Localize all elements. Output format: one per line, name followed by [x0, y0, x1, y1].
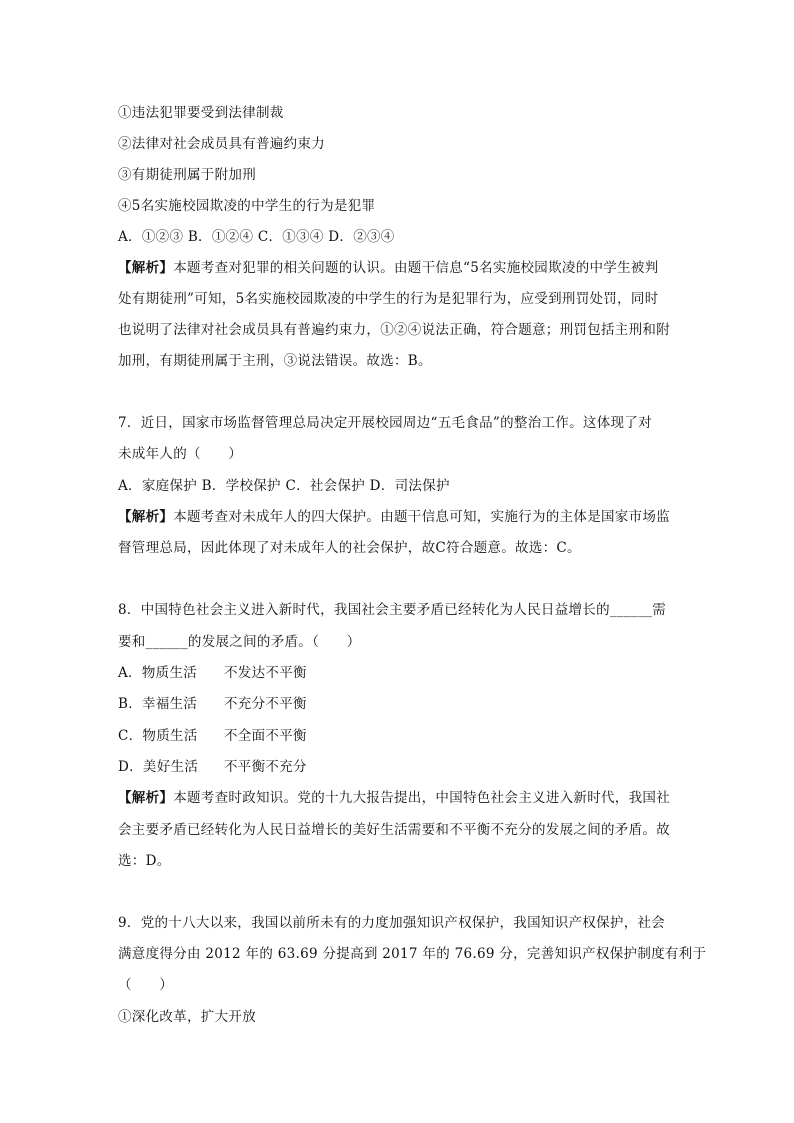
q7-analysis-line-1 [118, 507, 670, 527]
q6-item-4: ④5名实施校园欺凌的中学生的行为是犯罪 [118, 198, 376, 214]
q8-analysis-line-2: 会主要矛盾已经转化为人民日益增长的美好生活需要和不平衡不充分的发展之间的矛盾。故 [118, 822, 670, 838]
q9-item-1: ①深化改革，扩大开放 [118, 1009, 256, 1025]
option-value: 不平衡不充分 [224, 759, 307, 775]
q8-option-d [118, 757, 307, 777]
analysis-label: 【解析】 [118, 260, 174, 276]
q6-analysis-line-1 [118, 258, 659, 278]
analysis-text: 本题考查对未成年人的四大保护。由题干信息可知，实施行为的主体是国家市场监 [173, 509, 671, 525]
q7-stem-line-1: 7．近日，国家市场监督管理总局决定开展校园周边“五毛食品”的整治工作。这体现了对 [118, 415, 652, 431]
q8-option-b [118, 694, 307, 714]
option-value: 不充分不平衡 [224, 696, 307, 712]
option-label: C．物质生活 [118, 728, 198, 744]
analysis-text: 本题考查时政知识。党的十九大报告提出，中国特色社会主义进入新时代，我国社 [173, 790, 671, 806]
q6-options: A．①②③ B．①②④ C．①③④ D．②③④ [118, 229, 395, 245]
q9-stem-line-1: 9．党的十八大以来，我国以前所未有的力度加强知识产权保护，我国知识产权保护，社会 [118, 915, 666, 931]
q7-options: A．家庭保护 B．学校保护 C．社会保护 D．司法保护 [118, 478, 450, 494]
analysis-label: 【解析】 [118, 790, 174, 806]
q6-item-2: ②法律对社会成员具有普遍约束力 [118, 136, 325, 152]
q6-analysis-line-4: 加刑，有期徒刑属于主刑，③说法错误。故选：B。 [118, 353, 432, 369]
q8-analysis-line-3: 选：D。 [118, 853, 171, 869]
q7-analysis-line-2: 督管理总局，因此体现了对未成年人的社会保护，故C符合题意。故选：C。 [118, 540, 581, 556]
q7-stem-line-2: 未成年人的（ ） [118, 446, 243, 462]
option-label: D．美好生活 [118, 759, 199, 775]
q8-option-a [118, 663, 307, 683]
q6-item-1: ①违法犯罪要受到法律制裁 [118, 105, 284, 121]
option-label: A．物质生活 [118, 665, 198, 681]
q8-stem-line-1: 8．中国特色社会主义进入新时代，我国社会主要矛盾已经转化为人民日益增长的______需 [118, 602, 666, 618]
analysis-label: 【解析】 [118, 509, 174, 525]
q9-stem-line-2: 满意度得分由 2012 年的 63.69 分提高到 2017 年的 76.69 分，完善知识产权保护制度有利于 [118, 946, 707, 962]
option-value: 不全面不平衡 [224, 728, 307, 744]
q6-item-3: ③有期徒刑属于附加刑 [118, 167, 256, 183]
q9-stem-line-3: （ ） [118, 977, 174, 993]
q8-analysis-line-1 [118, 788, 670, 808]
option-value: 不发达不平衡 [224, 665, 307, 681]
analysis-text: 本题考查对犯罪的相关问题的认识。由题干信息“5名实施校园欺凌的中学生被判 [173, 260, 659, 276]
q8-option-c [118, 726, 307, 746]
q6-analysis-line-3: 也说明了法律对社会成员具有普遍约束力，①②④说法正确，符合题意；刑罚包括主刑和附 [118, 322, 670, 338]
q8-stem-line-2: 要和______的发展之间的矛盾。（ ） [118, 634, 361, 650]
option-label: B．幸福生活 [118, 696, 198, 712]
q6-analysis-line-2: 处有期徒刑”可知，5名实施校园欺凌的中学生的行为是犯罪行为，应受到刑罚处罚，同时 [118, 291, 659, 307]
